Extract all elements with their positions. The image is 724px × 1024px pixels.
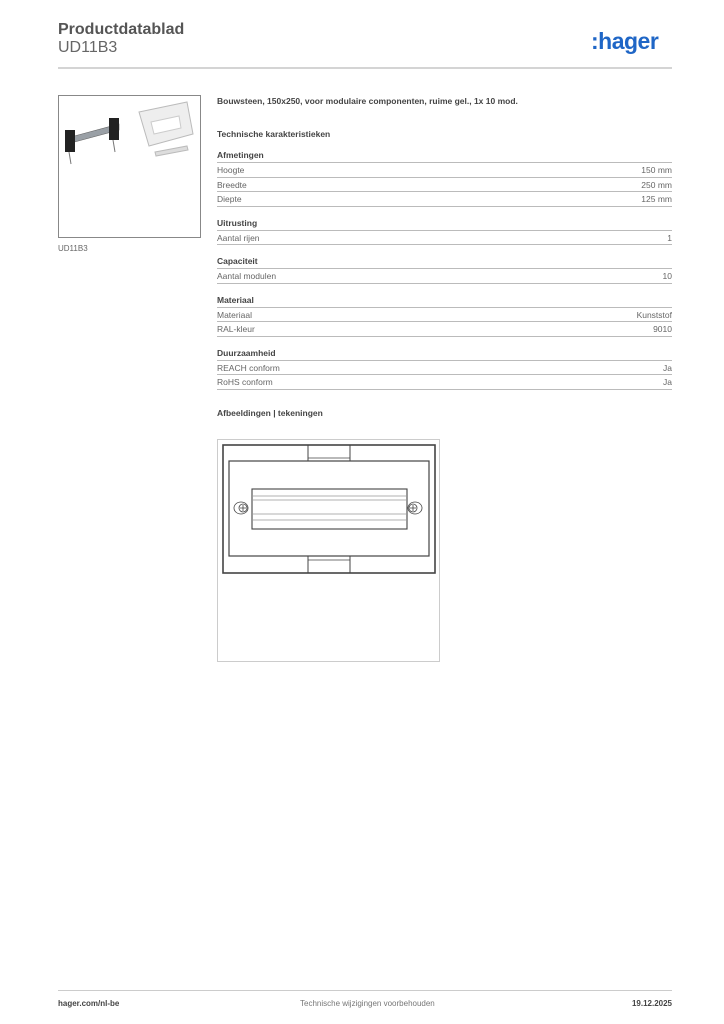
product-code: UD11B3 bbox=[58, 39, 118, 56]
spec-group-title: Uitrusting bbox=[217, 218, 672, 231]
spec-row bbox=[217, 231, 672, 246]
spec-value: Ja bbox=[663, 377, 672, 387]
screw-icon bbox=[234, 502, 248, 514]
spec-group bbox=[217, 150, 672, 207]
spec-label: Hoogte bbox=[217, 165, 245, 175]
spec-row bbox=[217, 269, 672, 284]
spec-label: Aantal modulen bbox=[217, 271, 277, 281]
spec-column bbox=[217, 96, 672, 418]
spec-label: RoHS conform bbox=[217, 377, 273, 387]
spec-value: Kunststof bbox=[636, 309, 672, 320]
spec-row bbox=[217, 322, 672, 337]
footer-website-link[interactable]: hager.com/nl-be bbox=[58, 999, 120, 1008]
hager-logo: :hager bbox=[591, 28, 659, 54]
spec-row bbox=[217, 192, 672, 207]
spec-group bbox=[217, 218, 672, 246]
spec-label: REACH conform bbox=[217, 362, 280, 373]
spec-value: 250 mm bbox=[641, 179, 672, 190]
spec-value: 150 mm bbox=[641, 165, 672, 175]
spec-label: Materiaal bbox=[217, 309, 252, 320]
spec-label: Breedte bbox=[217, 179, 247, 190]
drawings-heading: Afbeeldingen | tekeningen bbox=[217, 407, 323, 418]
spec-row bbox=[217, 308, 672, 323]
footer-date: 19.12.2025 bbox=[631, 999, 672, 1008]
product-description: Bouwsteen, 150x250, voor modulaire componenten, ruime gel., 1x 10 mod. bbox=[217, 96, 518, 106]
spec-row bbox=[217, 375, 672, 390]
product-image bbox=[58, 95, 201, 238]
footer-notice: Technische wijzigingen voorbehouden bbox=[300, 999, 435, 1008]
spec-value: 1 bbox=[667, 232, 672, 243]
spec-label: Aantal rijen bbox=[217, 232, 260, 243]
spec-label: RAL-kleur bbox=[217, 324, 255, 334]
spec-group bbox=[217, 256, 672, 284]
spec-group-title: Materiaal bbox=[217, 295, 672, 308]
spec-group-title: Afmetingen bbox=[217, 150, 672, 163]
spec-group bbox=[217, 348, 672, 390]
spec-label: Diepte bbox=[217, 194, 242, 204]
cover-plate-icon bbox=[139, 102, 193, 156]
spec-row bbox=[217, 178, 672, 193]
spec-group bbox=[217, 295, 672, 337]
tech-heading: Technische karakteristieken bbox=[217, 129, 331, 139]
page-title: Productdatablad bbox=[58, 21, 185, 38]
spec-row bbox=[217, 361, 672, 376]
din-rail-icon bbox=[65, 118, 119, 164]
screw-icon bbox=[408, 502, 422, 514]
spec-value: 125 mm bbox=[641, 194, 672, 204]
spec-group-title: Capaciteit bbox=[217, 256, 672, 269]
spec-row bbox=[217, 163, 672, 178]
image-caption: UD11B3 bbox=[58, 244, 88, 253]
footer-divider bbox=[58, 990, 672, 991]
technical-drawing bbox=[217, 439, 440, 662]
spec-value: 10 bbox=[662, 271, 672, 281]
header-divider bbox=[58, 67, 672, 69]
spec-group-title: Duurzaamheid bbox=[217, 348, 672, 361]
spec-value: 9010 bbox=[653, 324, 672, 334]
spec-value: Ja bbox=[663, 362, 672, 373]
